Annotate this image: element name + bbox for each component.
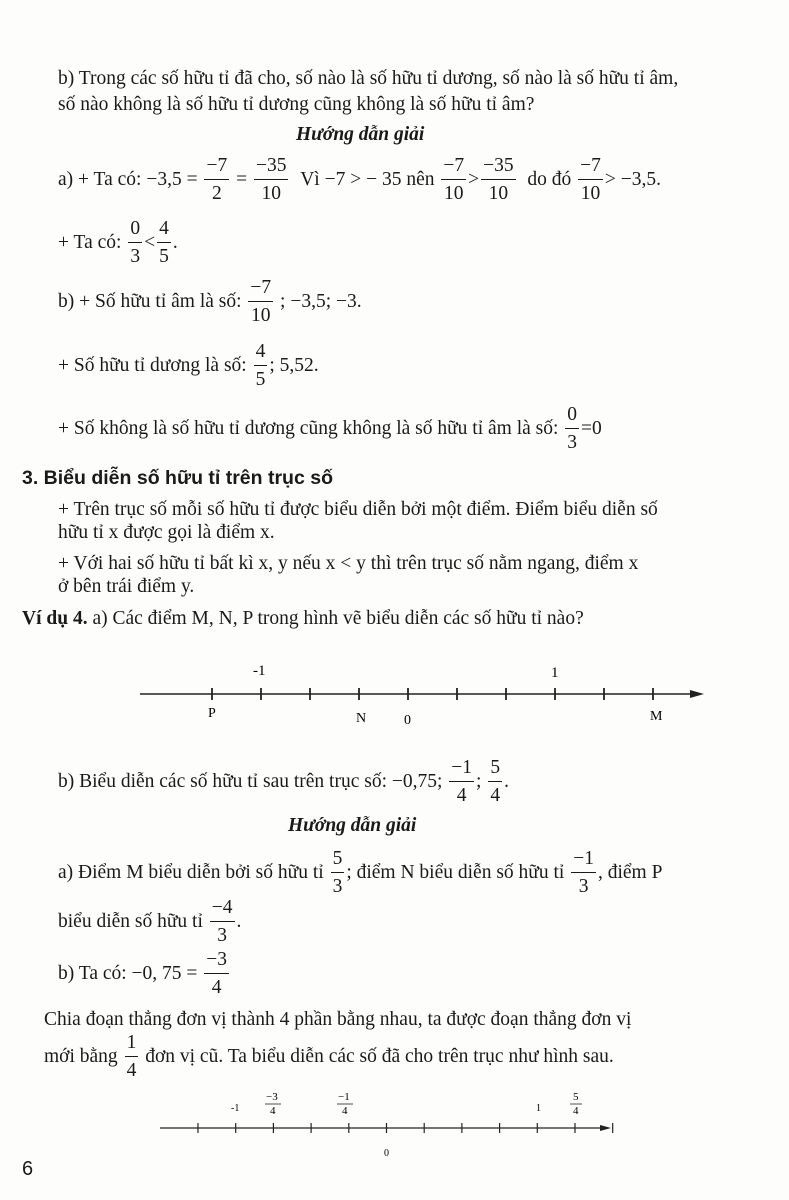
fraction-neg7-10b: $\frac{-7}{10}$ (580, 155, 601, 205)
label2-1: 1 (536, 1103, 541, 1114)
label2-5-den: 4 (573, 1105, 579, 1117)
text-therefore: do đó (527, 168, 572, 190)
page-number: 6 (22, 1158, 34, 1180)
fraction-0-3b: $\frac{0}{3}$ (567, 404, 578, 454)
fraction-4-5: $\frac{4}{5}$ (159, 218, 169, 268)
label2-neg3-den: 4 (270, 1105, 276, 1117)
fraction-neg4-3: $\frac{-4}{3}$ (211, 897, 233, 947)
zero-line: + Số không là số hữu tỉ dương cũng không là số hữu tỉ âm là số: $\frac{0}{3}$ =0 (58, 404, 602, 454)
fraction-5-4: $\frac{5}{4}$ (490, 757, 501, 807)
text-a-prefix: a) + Ta có: −3,5 = (58, 168, 198, 190)
label2-0: 0 (384, 1148, 389, 1159)
guide-title-2: Hướng dẫn giải (288, 815, 417, 836)
axis-arrow-2 (600, 1125, 611, 1131)
example-4-label: Ví dụ 4. (22, 608, 88, 629)
number-line-figure-1 (0, 650, 789, 740)
section3-para2-line2: ở bên trái điểm y. (58, 576, 195, 597)
guide-title: Hướng dẫn giải (296, 124, 425, 145)
example-4-question-b: b) Biểu diễn các số hữu tỉ sau trên trục số: −0,75; $\frac{-1}{4}$ ; $\frac{5}{4}$ . (58, 757, 509, 807)
solution-4a-line2: biểu diễn số hữu tỉ $\frac{-4}{3}$ . (58, 897, 242, 947)
section3-para1-line2: hữu tỉ x được gọi là điểm x. (58, 522, 275, 543)
fraction-4-5b: $\frac{4}{5}$ (255, 341, 266, 391)
label-minus-1: -1 (253, 663, 266, 679)
text-because: Vì −7 > − 35 nên (300, 168, 435, 190)
negative-line: b) + Số hữu tỉ âm là số: $\frac{-7}{10}$ ; −3,5; −3. (58, 277, 362, 327)
solution-a-line: a) + Ta có: −3,5 = $\frac{-7}{2}$ = $\frac{-35}{10}$ Vì −7 > − 35 nên $\frac{-7}{10}$ > $\frac{-35}{10}$ do đó $\frac{-7}{10}$ > −3,5. (58, 155, 661, 205)
label2-neg1-den: 4 (342, 1105, 348, 1117)
fraction-neg7-2: $\frac{-7}{2}$ (206, 155, 228, 205)
section3-para1-line1: + Trên trục số mỗi số hữu tỉ được biểu diễn bởi một điểm. Điểm biểu diễn số (58, 499, 658, 520)
label2-minus-1: -1 (231, 1103, 240, 1114)
solution-4b-line: b) Ta có: −0, 75 = $\frac{-3}{4}$ (58, 949, 228, 999)
fraction-neg3-4: $\frac{-3}{4}$ (206, 949, 228, 999)
fraction-0-3: $\frac{0}{3}$ (130, 218, 141, 268)
label-0: 0 (404, 713, 411, 728)
label-N: N (356, 711, 367, 726)
section-3-heading: 3. Biểu diễn số hữu tỉ trên trục số (22, 467, 333, 489)
axis-arrow (690, 690, 704, 698)
number-line-figure-2 (0, 1085, 789, 1165)
example-4-question-a: a) Các điểm M, N, P trong hình vẽ biểu diễn các số hữu tỉ nào? (92, 608, 584, 629)
label-1: 1 (551, 665, 559, 681)
fraction-neg7-10: $\frac{-7}{10}$ (443, 155, 465, 205)
label2-neg3-num: −3 (266, 1091, 278, 1103)
fraction-5-3: $\frac{5}{3}$ (332, 848, 343, 898)
positive-line: + Số hữu tỉ dương là số: $\frac{4}{5}$ ; 5,52. (58, 341, 319, 391)
label2-5-num: 5 (573, 1091, 579, 1103)
fraction-neg35-10b: $\frac{-35}{10}$ (483, 155, 514, 205)
divide-line2: mới bằng $\frac{1}{4}$ đơn vị cũ. Ta biểu diễn các số đã cho trên trục như hình sau. (44, 1032, 614, 1082)
example-4-line (22, 608, 584, 629)
label2-neg1-num: −1 (338, 1091, 350, 1103)
compare-line: + Ta có: $\frac{0}{3}$ < $\frac{4}{5}$ . (58, 218, 178, 268)
section3-para2-line1: + Với hai số hữu tỉ bất kì x, y nếu x < y thì trên trục số nằm ngang, điểm x (58, 553, 639, 574)
question-b-line1: b) Trong các số hữu tỉ đã cho, số nào là số hữu tỉ dương, số nào là số hữu tỉ âm, (58, 68, 679, 89)
question-b-line2: số nào không là số hữu tỉ dương cũng không là số hữu tỉ âm? (58, 94, 535, 115)
fraction-neg1-3: $\frac{-1}{3}$ (573, 848, 594, 898)
divide-line1: Chia đoạn thẳng đơn vị thành 4 phần bằng nhau, ta được đoạn thẳng đơn vị (44, 1009, 632, 1030)
solution-4a-line1: a) Điểm M biểu diễn bởi số hữu tỉ $\frac{5}{3}$ ; điểm N biểu diễn số hữu tỉ $\frac{-1}{3}$ , điểm P (58, 848, 663, 898)
fraction-neg35-10: $\frac{-35}{10}$ (255, 155, 287, 205)
fraction-neg1-4: $\frac{-1}{4}$ (451, 757, 473, 807)
label-M: M (650, 709, 663, 724)
label-P: P (208, 706, 216, 721)
fraction-neg7-10c: $\frac{-7}{10}$ (250, 277, 272, 327)
fraction-1-4: $\frac{1}{4}$ (126, 1032, 137, 1082)
